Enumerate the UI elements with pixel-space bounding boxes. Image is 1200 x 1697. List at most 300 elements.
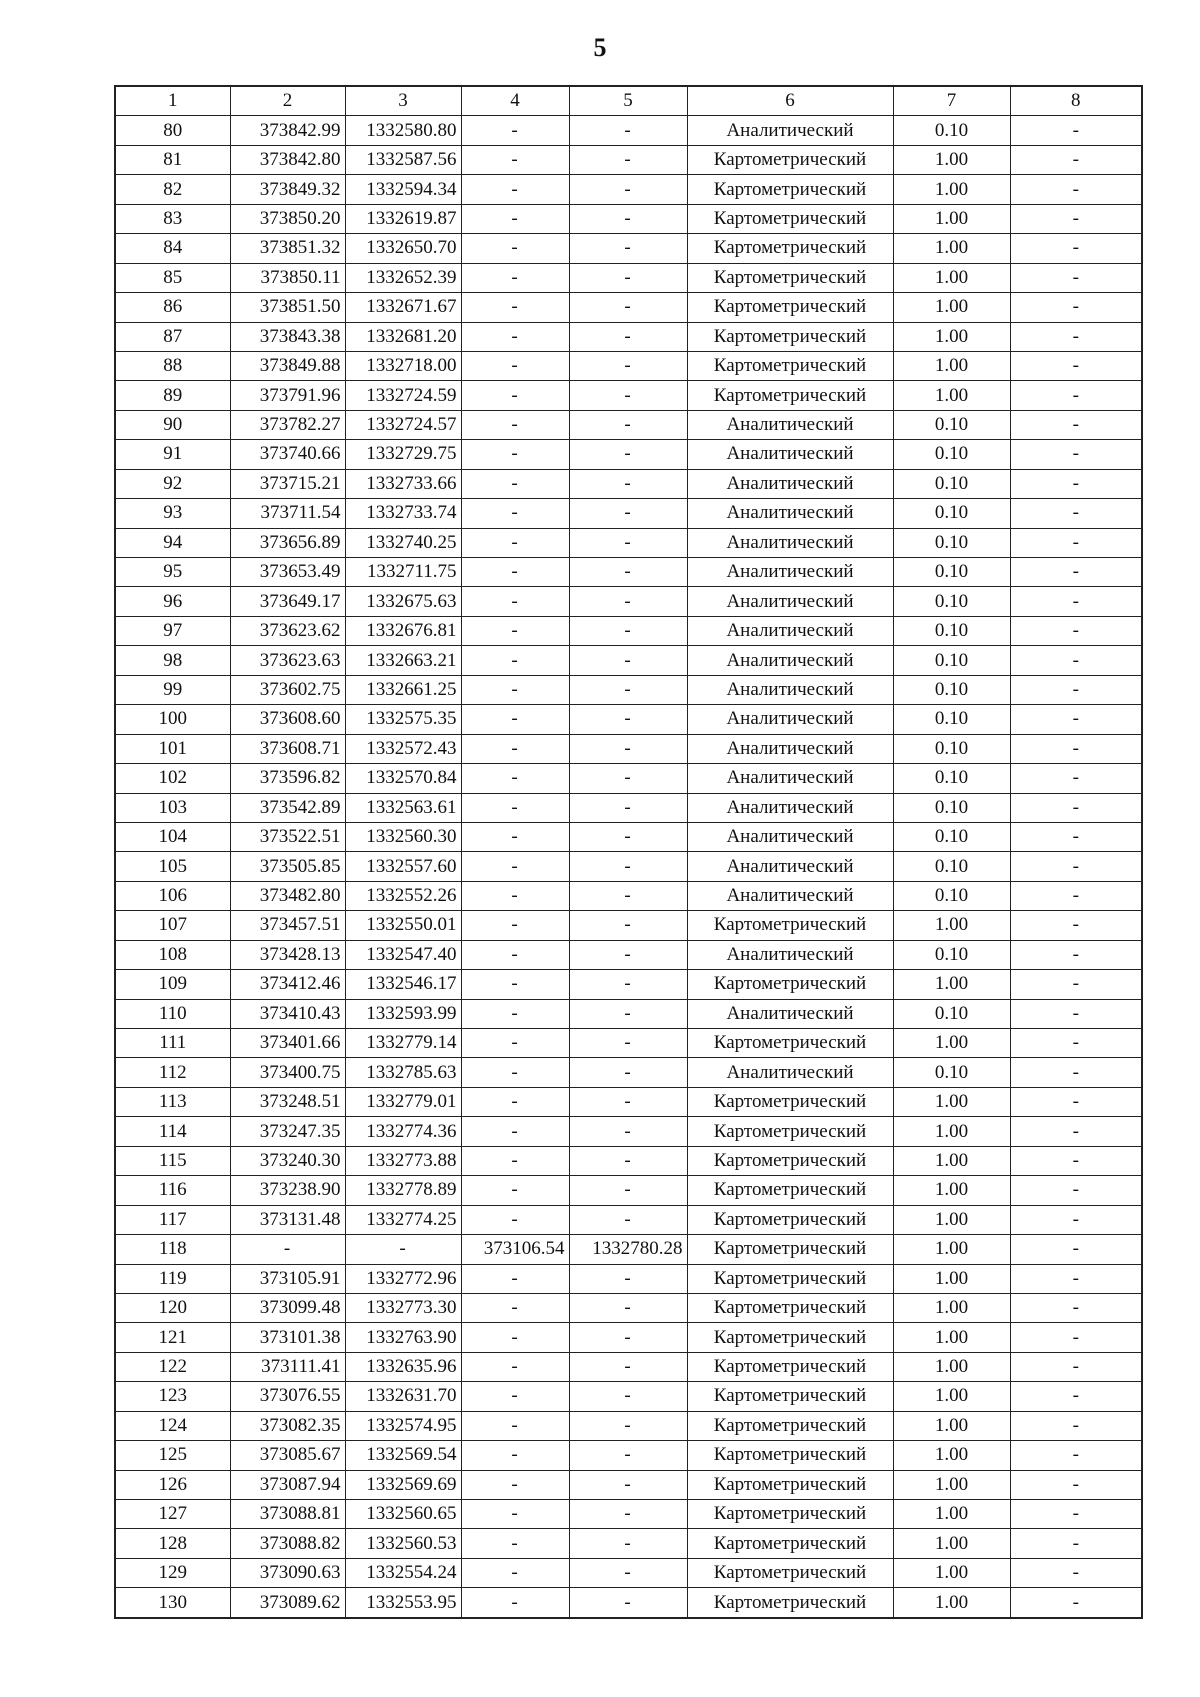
point-number-cell: 86	[115, 293, 230, 322]
coordinate-y-cell: 1332552.26	[345, 881, 461, 910]
point-number-cell: 85	[115, 263, 230, 292]
coordinate-x-cell: 373608.71	[230, 734, 345, 763]
point-number-cell: 119	[115, 1264, 230, 1293]
note-cell: -	[1010, 881, 1142, 910]
coordinate-x-cell: 373089.62	[230, 1588, 345, 1618]
method-cell: Аналитический	[687, 764, 893, 793]
new-coordinate-y-cell: -	[569, 499, 687, 528]
accuracy-cell: 1.00	[893, 1500, 1010, 1529]
coordinate-x-cell: 373248.51	[230, 1087, 345, 1116]
method-cell: Картометрический	[687, 322, 893, 351]
coordinate-x-cell: 373428.13	[230, 940, 345, 969]
note-cell: -	[1010, 381, 1142, 410]
note-cell: -	[1010, 410, 1142, 439]
new-coordinate-x-cell: -	[461, 1323, 569, 1352]
coordinate-y-cell: 1332671.67	[345, 293, 461, 322]
column-header: 1	[115, 86, 230, 116]
point-number-cell: 113	[115, 1087, 230, 1116]
coordinate-x-cell: 373482.80	[230, 881, 345, 910]
new-coordinate-x-cell: -	[461, 1382, 569, 1411]
method-cell: Картометрический	[687, 1235, 893, 1264]
new-coordinate-y-cell: -	[569, 1441, 687, 1470]
new-coordinate-x-cell: -	[461, 1352, 569, 1381]
new-coordinate-y-cell: -	[569, 469, 687, 498]
coordinate-y-cell: 1332785.63	[345, 1058, 461, 1087]
table-row	[115, 234, 1142, 263]
note-cell: -	[1010, 1411, 1142, 1440]
note-cell: -	[1010, 587, 1142, 616]
table-row	[115, 528, 1142, 557]
new-coordinate-y-cell: -	[569, 1176, 687, 1205]
new-coordinate-x-cell: -	[461, 116, 569, 145]
coordinate-y-cell: 1332773.88	[345, 1146, 461, 1175]
table-row	[115, 558, 1142, 587]
coordinate-x-cell: 373851.32	[230, 234, 345, 263]
new-coordinate-x-cell: -	[461, 322, 569, 351]
new-coordinate-x-cell: -	[461, 1176, 569, 1205]
table-row	[115, 1588, 1142, 1618]
coordinate-y-cell: 1332569.54	[345, 1441, 461, 1470]
new-coordinate-y-cell: -	[569, 705, 687, 734]
new-coordinate-x-cell: -	[461, 822, 569, 851]
new-coordinate-y-cell: -	[569, 1558, 687, 1587]
accuracy-cell: 1.00	[893, 1411, 1010, 1440]
new-coordinate-y-cell: -	[569, 1264, 687, 1293]
method-cell: Картометрический	[687, 1588, 893, 1618]
point-number-cell: 123	[115, 1382, 230, 1411]
method-cell: Аналитический	[687, 675, 893, 704]
point-number-cell: 124	[115, 1411, 230, 1440]
coordinate-y-cell: 1332740.25	[345, 528, 461, 557]
method-cell: Аналитический	[687, 1058, 893, 1087]
point-number-cell: 81	[115, 145, 230, 174]
accuracy-cell: 0.10	[893, 587, 1010, 616]
new-coordinate-y-cell: -	[569, 940, 687, 969]
point-number-cell: 92	[115, 469, 230, 498]
new-coordinate-x-cell: -	[461, 940, 569, 969]
coordinate-x-cell: 373105.91	[230, 1264, 345, 1293]
coordinate-x-cell: 373715.21	[230, 469, 345, 498]
accuracy-cell: 1.00	[893, 234, 1010, 263]
table-row	[115, 116, 1142, 145]
method-cell: Картометрический	[687, 1146, 893, 1175]
new-coordinate-x-cell: -	[461, 1205, 569, 1234]
new-coordinate-x-cell: -	[461, 351, 569, 380]
accuracy-cell: 1.00	[893, 1235, 1010, 1264]
coordinate-y-cell: 1332553.95	[345, 1588, 461, 1618]
point-number-cell: 100	[115, 705, 230, 734]
method-cell: Картометрический	[687, 1117, 893, 1146]
coordinate-y-cell: 1332570.84	[345, 764, 461, 793]
method-cell: Аналитический	[687, 999, 893, 1028]
method-cell: Картометрический	[687, 1029, 893, 1058]
new-coordinate-x-cell: -	[461, 970, 569, 999]
new-coordinate-x-cell: -	[461, 1117, 569, 1146]
point-number-cell: 89	[115, 381, 230, 410]
new-coordinate-y-cell: -	[569, 1411, 687, 1440]
table-row	[115, 764, 1142, 793]
coordinate-y-cell: 1332724.59	[345, 381, 461, 410]
method-cell: Аналитический	[687, 499, 893, 528]
accuracy-cell: 0.10	[893, 881, 1010, 910]
coordinate-x-cell: 373410.43	[230, 999, 345, 1028]
new-coordinate-y-cell: -	[569, 616, 687, 645]
table-row	[115, 1500, 1142, 1529]
coordinate-y-cell: 1332631.70	[345, 1382, 461, 1411]
table-row	[115, 1117, 1142, 1146]
note-cell: -	[1010, 675, 1142, 704]
coordinate-x-cell: 373088.81	[230, 1500, 345, 1529]
point-number-cell: 103	[115, 793, 230, 822]
new-coordinate-y-cell: -	[569, 881, 687, 910]
accuracy-cell: 0.10	[893, 410, 1010, 439]
note-cell: -	[1010, 1352, 1142, 1381]
method-cell: Картометрический	[687, 1176, 893, 1205]
accuracy-cell: 0.10	[893, 675, 1010, 704]
accuracy-cell: 1.00	[893, 1176, 1010, 1205]
method-cell: Картометрический	[687, 293, 893, 322]
method-cell: Картометрический	[687, 1087, 893, 1116]
new-coordinate-y-cell: -	[569, 1382, 687, 1411]
table-row	[115, 999, 1142, 1028]
point-number-cell: 129	[115, 1558, 230, 1587]
new-coordinate-x-cell: 373106.54	[461, 1235, 569, 1264]
new-coordinate-x-cell: -	[461, 646, 569, 675]
note-cell: -	[1010, 1441, 1142, 1470]
note-cell: -	[1010, 1146, 1142, 1175]
method-cell: Картометрический	[687, 911, 893, 940]
note-cell: -	[1010, 734, 1142, 763]
point-number-cell: 95	[115, 558, 230, 587]
new-coordinate-x-cell: -	[461, 381, 569, 410]
point-number-cell: 88	[115, 351, 230, 380]
column-header: 6	[687, 86, 893, 116]
note-cell: -	[1010, 351, 1142, 380]
coordinate-x-cell: 373247.35	[230, 1117, 345, 1146]
method-cell: Картометрический	[687, 204, 893, 233]
table-row	[115, 1176, 1142, 1205]
accuracy-cell: 1.00	[893, 1382, 1010, 1411]
new-coordinate-y-cell: -	[569, 1529, 687, 1558]
accuracy-cell: 1.00	[893, 1029, 1010, 1058]
coordinate-x-cell: 373656.89	[230, 528, 345, 557]
note-cell: -	[1010, 1087, 1142, 1116]
accuracy-cell: 0.10	[893, 116, 1010, 145]
accuracy-cell: 1.00	[893, 351, 1010, 380]
point-number-cell: 116	[115, 1176, 230, 1205]
method-cell: Картометрический	[687, 1500, 893, 1529]
coordinate-y-cell: 1332587.56	[345, 145, 461, 174]
note-cell: -	[1010, 1529, 1142, 1558]
method-cell: Картометрический	[687, 1352, 893, 1381]
new-coordinate-y-cell: -	[569, 734, 687, 763]
coordinate-x-cell: 373090.63	[230, 1558, 345, 1587]
new-coordinate-x-cell: -	[461, 1293, 569, 1322]
accuracy-cell: 1.00	[893, 1529, 1010, 1558]
new-coordinate-y-cell: -	[569, 1470, 687, 1499]
new-coordinate-x-cell: -	[461, 1529, 569, 1558]
new-coordinate-x-cell: -	[461, 881, 569, 910]
note-cell: -	[1010, 1588, 1142, 1618]
new-coordinate-y-cell: -	[569, 351, 687, 380]
new-coordinate-x-cell: -	[461, 705, 569, 734]
method-cell: Аналитический	[687, 528, 893, 557]
table-row	[115, 1441, 1142, 1470]
new-coordinate-x-cell: -	[461, 999, 569, 1028]
accuracy-cell: 0.10	[893, 764, 1010, 793]
coordinate-y-cell: -	[345, 1235, 461, 1264]
point-number-cell: 84	[115, 234, 230, 263]
accuracy-cell: 0.10	[893, 705, 1010, 734]
point-number-cell: 109	[115, 970, 230, 999]
coordinate-x-cell: 373791.96	[230, 381, 345, 410]
accuracy-cell: 1.00	[893, 1087, 1010, 1116]
accuracy-cell: 1.00	[893, 1323, 1010, 1352]
new-coordinate-x-cell: -	[461, 1058, 569, 1087]
table-row	[115, 145, 1142, 174]
accuracy-cell: 1.00	[893, 322, 1010, 351]
note-cell: -	[1010, 469, 1142, 498]
coordinate-y-cell: 1332663.21	[345, 646, 461, 675]
point-number-cell: 115	[115, 1146, 230, 1175]
note-cell: -	[1010, 440, 1142, 469]
accuracy-cell: 1.00	[893, 145, 1010, 174]
point-number-cell: 121	[115, 1323, 230, 1352]
new-coordinate-x-cell: -	[461, 734, 569, 763]
table-row	[115, 1352, 1142, 1381]
table-row	[115, 1235, 1142, 1264]
new-coordinate-y-cell: -	[569, 1352, 687, 1381]
new-coordinate-x-cell: -	[461, 1146, 569, 1175]
note-cell: -	[1010, 558, 1142, 587]
table-row	[115, 263, 1142, 292]
accuracy-cell: 1.00	[893, 1146, 1010, 1175]
coordinate-y-cell: 1332772.96	[345, 1264, 461, 1293]
coordinate-x-cell: 373082.35	[230, 1411, 345, 1440]
note-cell: -	[1010, 646, 1142, 675]
coordinate-y-cell: 1332619.87	[345, 204, 461, 233]
point-number-cell: 130	[115, 1588, 230, 1618]
point-number-cell: 110	[115, 999, 230, 1028]
column-header: 7	[893, 86, 1010, 116]
accuracy-cell: 1.00	[893, 1470, 1010, 1499]
new-coordinate-y-cell: -	[569, 204, 687, 233]
accuracy-cell: 0.10	[893, 999, 1010, 1028]
new-coordinate-x-cell: -	[461, 764, 569, 793]
new-coordinate-y-cell: -	[569, 381, 687, 410]
new-coordinate-x-cell: -	[461, 410, 569, 439]
coordinate-y-cell: 1332733.66	[345, 469, 461, 498]
coordinate-y-cell: 1332563.61	[345, 793, 461, 822]
method-cell: Картометрический	[687, 1264, 893, 1293]
note-cell: -	[1010, 116, 1142, 145]
new-coordinate-y-cell: -	[569, 675, 687, 704]
new-coordinate-x-cell: -	[461, 234, 569, 263]
table-row	[115, 1146, 1142, 1175]
coordinate-y-cell: 1332675.63	[345, 587, 461, 616]
coordinate-x-cell: 373851.50	[230, 293, 345, 322]
coordinate-x-cell: 373740.66	[230, 440, 345, 469]
point-number-cell: 97	[115, 616, 230, 645]
new-coordinate-y-cell: -	[569, 1146, 687, 1175]
table-row	[115, 410, 1142, 439]
table-row	[115, 852, 1142, 881]
new-coordinate-x-cell: -	[461, 675, 569, 704]
method-cell: Аналитический	[687, 558, 893, 587]
note-cell: -	[1010, 822, 1142, 851]
table-row	[115, 499, 1142, 528]
coordinate-y-cell: 1332763.90	[345, 1323, 461, 1352]
coordinate-y-cell: 1332773.30	[345, 1293, 461, 1322]
note-cell: -	[1010, 175, 1142, 204]
table-row	[115, 822, 1142, 851]
note-cell: -	[1010, 322, 1142, 351]
coordinate-y-cell: 1332778.89	[345, 1176, 461, 1205]
coordinate-y-cell: 1332774.36	[345, 1117, 461, 1146]
coordinate-y-cell: 1332572.43	[345, 734, 461, 763]
note-cell: -	[1010, 1176, 1142, 1205]
coordinate-y-cell: 1332779.01	[345, 1087, 461, 1116]
coordinate-x-cell: 373076.55	[230, 1382, 345, 1411]
note-cell: -	[1010, 1500, 1142, 1529]
method-cell: Аналитический	[687, 881, 893, 910]
note-cell: -	[1010, 764, 1142, 793]
coordinate-y-cell: 1332546.17	[345, 970, 461, 999]
note-cell: -	[1010, 705, 1142, 734]
method-cell: Аналитический	[687, 116, 893, 145]
note-cell: -	[1010, 1470, 1142, 1499]
method-cell: Картометрический	[687, 1382, 893, 1411]
point-number-cell: 87	[115, 322, 230, 351]
coordinate-y-cell: 1332711.75	[345, 558, 461, 587]
accuracy-cell: 0.10	[893, 616, 1010, 645]
coordinate-y-cell: 1332594.34	[345, 175, 461, 204]
accuracy-cell: 1.00	[893, 1293, 1010, 1322]
table-row	[115, 675, 1142, 704]
table-row	[115, 1293, 1142, 1322]
point-number-cell: 122	[115, 1352, 230, 1381]
new-coordinate-x-cell: -	[461, 616, 569, 645]
method-cell: Аналитический	[687, 440, 893, 469]
accuracy-cell: 1.00	[893, 911, 1010, 940]
coordinate-x-cell: 373522.51	[230, 822, 345, 851]
method-cell: Аналитический	[687, 793, 893, 822]
new-coordinate-x-cell: -	[461, 204, 569, 233]
accuracy-cell: 1.00	[893, 1558, 1010, 1587]
accuracy-cell: 0.10	[893, 440, 1010, 469]
method-cell: Картометрический	[687, 381, 893, 410]
method-cell: Картометрический	[687, 234, 893, 263]
coordinate-x-cell: 373608.60	[230, 705, 345, 734]
method-cell: Аналитический	[687, 410, 893, 439]
note-cell: -	[1010, 1205, 1142, 1234]
column-header: 3	[345, 86, 461, 116]
table-row	[115, 204, 1142, 233]
coordinate-x-cell: 373602.75	[230, 675, 345, 704]
accuracy-cell: 0.10	[893, 469, 1010, 498]
table-row	[115, 734, 1142, 763]
method-cell: Картометрический	[687, 1323, 893, 1352]
new-coordinate-y-cell: -	[569, 646, 687, 675]
note-cell: -	[1010, 263, 1142, 292]
point-number-cell: 111	[115, 1029, 230, 1058]
accuracy-cell: 1.00	[893, 381, 1010, 410]
coordinate-y-cell: 1332580.80	[345, 116, 461, 145]
new-coordinate-x-cell: -	[461, 911, 569, 940]
coordinate-x-cell: -	[230, 1235, 345, 1264]
point-number-cell: 82	[115, 175, 230, 204]
method-cell: Аналитический	[687, 469, 893, 498]
table-row	[115, 1058, 1142, 1087]
coordinate-x-cell: 373842.80	[230, 145, 345, 174]
method-cell: Картометрический	[687, 351, 893, 380]
method-cell: Картометрический	[687, 1205, 893, 1234]
new-coordinate-y-cell: -	[569, 263, 687, 292]
column-header: 4	[461, 86, 569, 116]
table-row	[115, 322, 1142, 351]
method-cell: Аналитический	[687, 616, 893, 645]
accuracy-cell: 0.10	[893, 822, 1010, 851]
point-number-cell: 91	[115, 440, 230, 469]
accuracy-cell: 1.00	[893, 1117, 1010, 1146]
new-coordinate-y-cell: -	[569, 1029, 687, 1058]
note-cell: -	[1010, 1235, 1142, 1264]
new-coordinate-y-cell: -	[569, 852, 687, 881]
coordinate-x-cell: 373111.41	[230, 1352, 345, 1381]
note-cell: -	[1010, 1264, 1142, 1293]
accuracy-cell: 1.00	[893, 1441, 1010, 1470]
point-number-cell: 125	[115, 1441, 230, 1470]
new-coordinate-x-cell: -	[461, 263, 569, 292]
coordinate-x-cell: 373099.48	[230, 1293, 345, 1322]
accuracy-cell: 1.00	[893, 204, 1010, 233]
note-cell: -	[1010, 499, 1142, 528]
new-coordinate-x-cell: -	[461, 145, 569, 174]
note-cell: -	[1010, 145, 1142, 174]
method-cell: Аналитический	[687, 705, 893, 734]
coordinate-y-cell: 1332560.65	[345, 1500, 461, 1529]
new-coordinate-y-cell: -	[569, 558, 687, 587]
coordinate-y-cell: 1332661.25	[345, 675, 461, 704]
new-coordinate-y-cell: -	[569, 793, 687, 822]
table-row	[115, 175, 1142, 204]
new-coordinate-x-cell: -	[461, 852, 569, 881]
new-coordinate-x-cell: -	[461, 793, 569, 822]
table-row	[115, 616, 1142, 645]
new-coordinate-x-cell: -	[461, 175, 569, 204]
coordinate-y-cell: 1332574.95	[345, 1411, 461, 1440]
point-number-cell: 101	[115, 734, 230, 763]
coordinate-x-cell: 373505.85	[230, 852, 345, 881]
table-row	[115, 1470, 1142, 1499]
coordinate-y-cell: 1332676.81	[345, 616, 461, 645]
note-cell: -	[1010, 911, 1142, 940]
method-cell: Картометрический	[687, 145, 893, 174]
note-cell: -	[1010, 528, 1142, 557]
coordinate-y-cell: 1332560.30	[345, 822, 461, 851]
new-coordinate-x-cell: -	[461, 1029, 569, 1058]
new-coordinate-y-cell: -	[569, 528, 687, 557]
new-coordinate-y-cell: -	[569, 1087, 687, 1116]
note-cell: -	[1010, 1117, 1142, 1146]
accuracy-cell: 1.00	[893, 1264, 1010, 1293]
accuracy-cell: 0.10	[893, 499, 1010, 528]
new-coordinate-x-cell: -	[461, 1500, 569, 1529]
point-number-cell: 112	[115, 1058, 230, 1087]
coordinate-y-cell: 1332733.74	[345, 499, 461, 528]
new-coordinate-x-cell: -	[461, 1411, 569, 1440]
coordinate-x-cell: 373850.11	[230, 263, 345, 292]
